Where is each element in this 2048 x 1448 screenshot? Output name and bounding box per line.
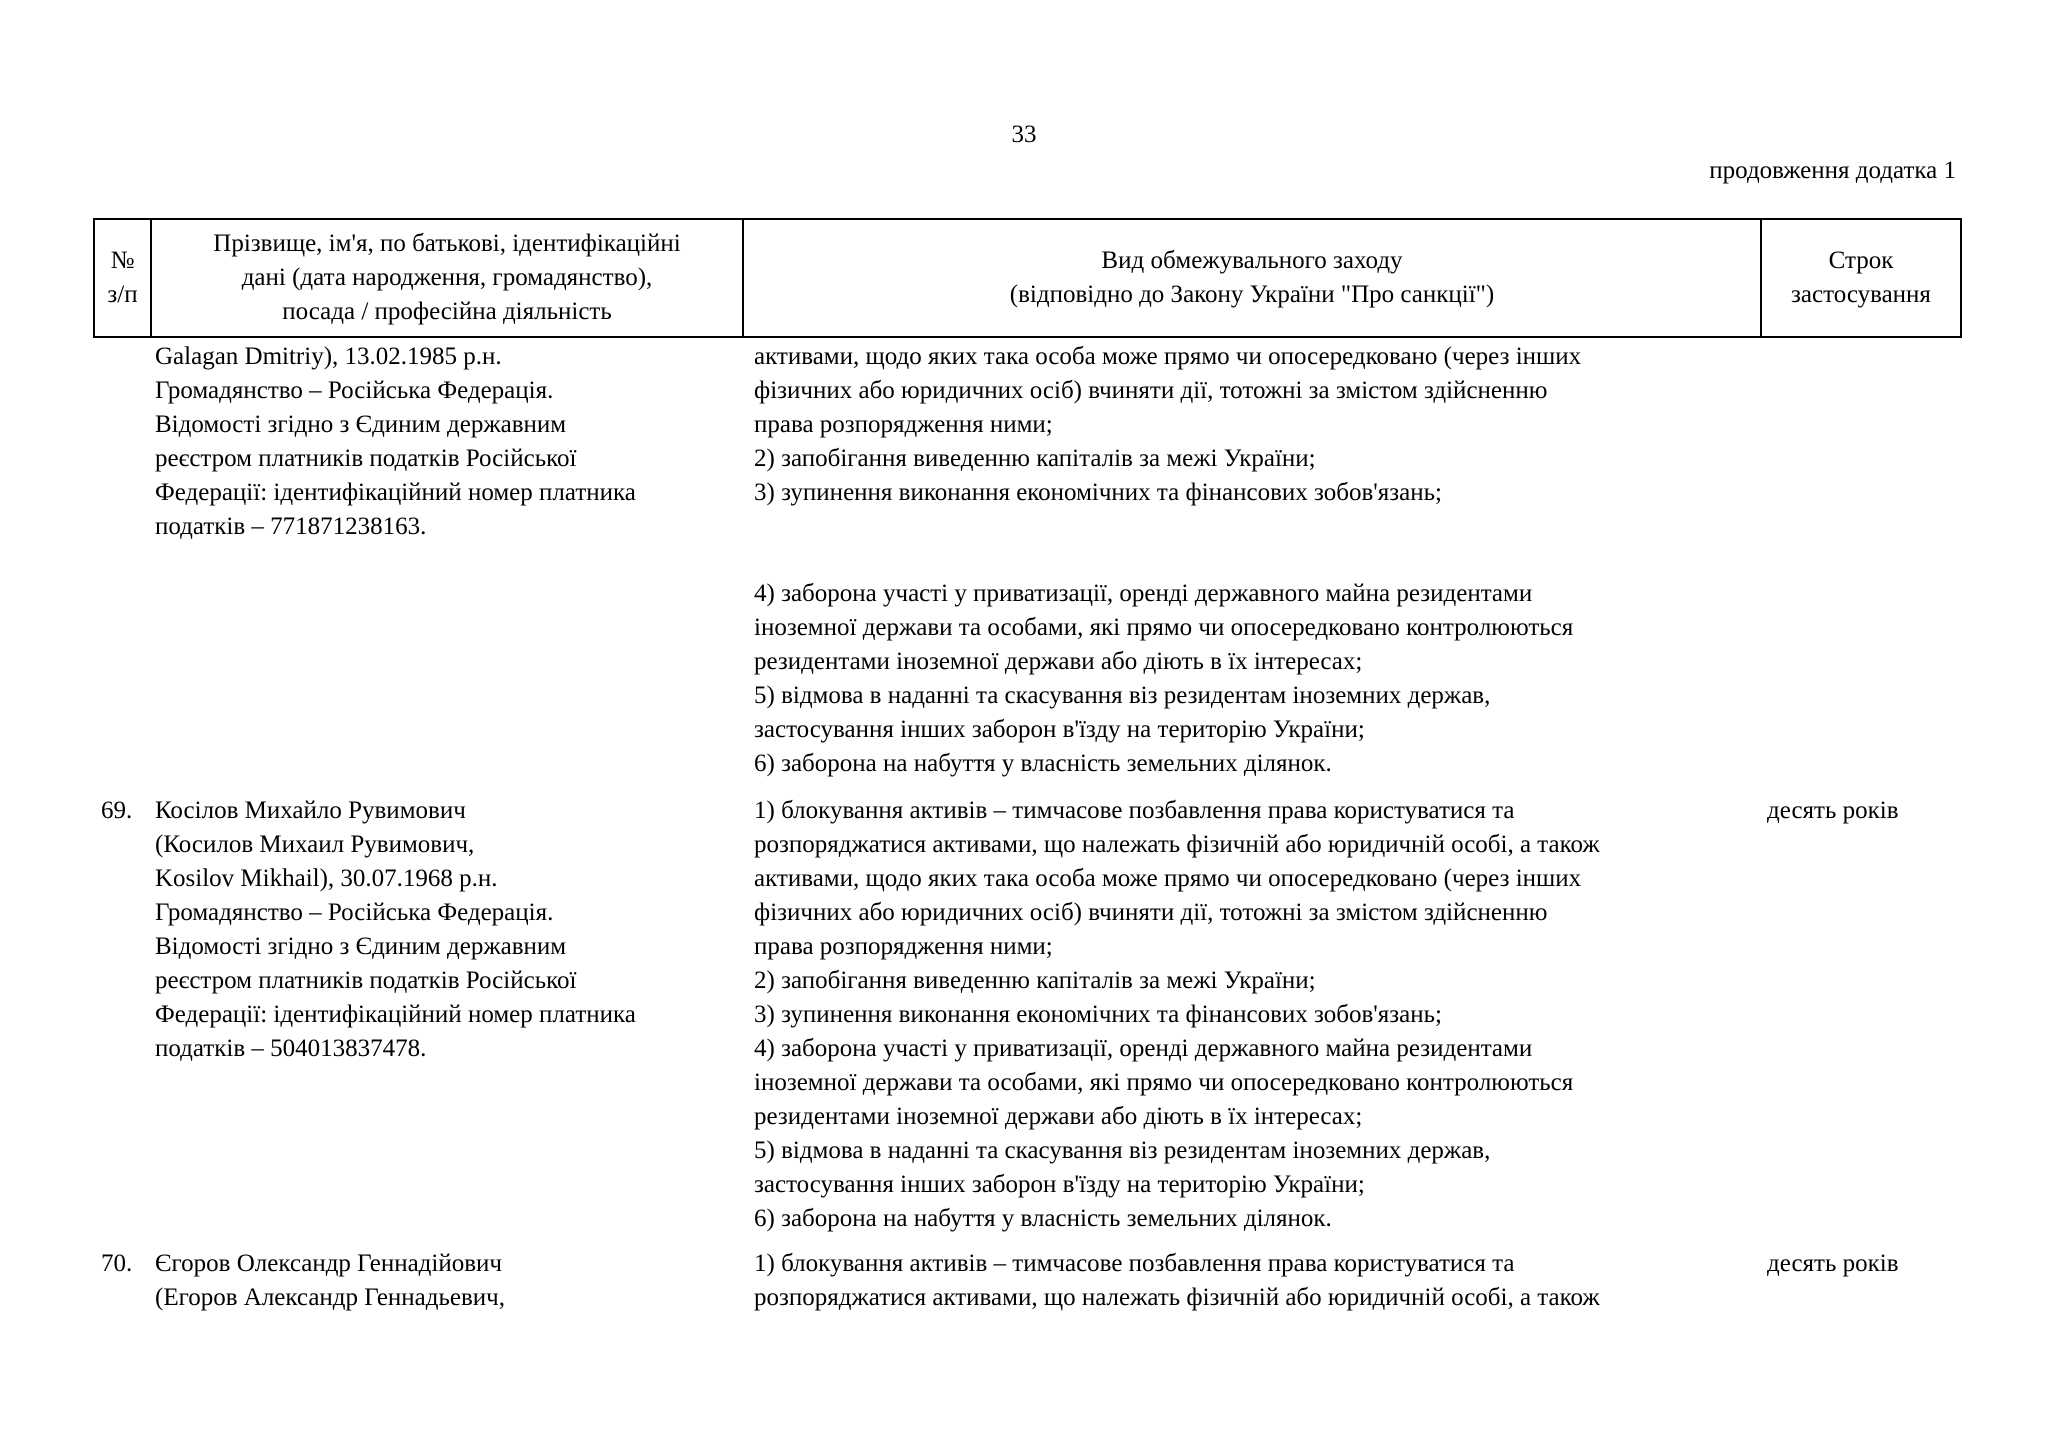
continuation-label: продовження додатка 1 (1709, 157, 1956, 184)
entry-70-measures (754, 1247, 1600, 1315)
text-line: 3) зупинення виконання економічних та фінансових зобов'язань; (754, 479, 1442, 506)
text-line: 6) заборона на набуття у власність земельних ділянок. (754, 1205, 1332, 1232)
text-line: 1) блокування активів – тимчасове позбавлення права користуватися та (754, 1250, 1515, 1277)
cont-entry-name (155, 340, 636, 544)
text-line: реєстром платників податків Російської (155, 445, 577, 472)
header-col-term: Строк застосування (1761, 219, 1961, 337)
header-col-name: Прізвище, ім'я, по батькові, ідентифікаційні дані (дата народження, громадянство), посада / професійна діяльність (151, 219, 743, 337)
text-line: податків – 771871238163. (155, 513, 427, 540)
text-line: Відомості згідно з Єдиним державним (155, 933, 567, 960)
text-line: Єгоров Олександр Геннадійович (155, 1250, 502, 1277)
text-line: застосування інших заборон в'їзду на територію України; (754, 716, 1365, 743)
text-line: 4) заборона участі у приватизації, оренді державного майна резидентами (754, 1035, 1533, 1062)
entry-69-number: 69. (101, 797, 133, 824)
table-header (93, 218, 1962, 338)
text-line: фізичних або юридичних осіб) вчиняти дії, тотожні за змістом здійсненню (754, 899, 1548, 926)
text-line: розпоряджатися активами, що належать фізичній або юридичній особі, а також (754, 1284, 1600, 1311)
text-line: (Косилов Михаил Рувимович, (155, 831, 475, 858)
entry-69-term: десять років (1767, 797, 1899, 824)
text-line: Відомості згідно з Єдиним державним (155, 411, 567, 438)
text-line: 1) блокування активів – тимчасове позбавлення права користуватися та (754, 797, 1515, 824)
text-line: активами, щодо яких така особа може прямо чи опосередковано (через інших (754, 865, 1582, 892)
text-line: 6) заборона на набуття у власність земельних ділянок. (754, 750, 1332, 777)
text-line: податків – 504013837478. (155, 1035, 427, 1062)
text-line: Громадянство – Російська Федерація. (155, 899, 554, 926)
text-line: 4) заборона участі у приватизації, оренді державного майна резидентами (754, 580, 1533, 607)
text-line: 2) запобігання виведенню капіталів за межі України; (754, 445, 1316, 472)
text-line: Федерації: ідентифікаційний номер платника (155, 1001, 636, 1028)
text-line: застосування інших заборон в'їзду на територію України; (754, 1171, 1365, 1198)
text-line: іноземної держави та особами, які прямо чи опосередковано контролюються (754, 614, 1574, 641)
text-line: Громадянство – Російська Федерація. (155, 377, 554, 404)
cont-entry-measures-b (754, 577, 1573, 781)
text-line: (Егоров Александр Геннадьевич, (155, 1284, 505, 1311)
text-line: іноземної держави та особами, які прямо чи опосередковано контролюються (754, 1069, 1574, 1096)
entry-69-measures (754, 794, 1600, 1236)
text-line: Косілов Михайло Рувимович (155, 797, 466, 824)
entry-69-name (155, 794, 636, 1066)
entry-70-number: 70. (101, 1250, 133, 1277)
text-line: резидентами іноземної держави або діють в їх інтересах; (754, 1103, 1363, 1130)
cont-entry-measures-a (754, 340, 1581, 510)
page-number: 33 (1011, 121, 1037, 148)
text-line: резидентами іноземної держави або діють в їх інтересах; (754, 648, 1363, 675)
text-line: 5) відмова в наданні та скасування віз резидентам іноземних держав, (754, 682, 1491, 709)
text-line: активами, щодо яких така особа може прямо чи опосередковано (через інших (754, 343, 1582, 370)
text-line: права розпорядження ними; (754, 411, 1053, 438)
text-line: розпоряджатися активами, що належать фізичній або юридичній особі, а також (754, 831, 1600, 858)
header-col-measure: Вид обмежувального заходу (відповідно до Закону України "Про санкції") (743, 219, 1761, 337)
entry-70-name (155, 1247, 505, 1315)
text-line: 2) запобігання виведенню капіталів за межі України; (754, 967, 1316, 994)
text-line: Федерації: ідентифікаційний номер платника (155, 479, 636, 506)
text-line: фізичних або юридичних осіб) вчиняти дії, тотожні за змістом здійсненню (754, 377, 1548, 404)
text-line: Kosilov Mikhail), 30.07.1968 р.н. (155, 865, 498, 892)
text-line: Galagan Dmitriy), 13.02.1985 р.н. (155, 343, 502, 370)
text-line: права розпорядження ними; (754, 933, 1053, 960)
header-col-number: № з/п (94, 219, 151, 337)
entry-70-term: десять років (1767, 1250, 1899, 1277)
text-line: 5) відмова в наданні та скасування віз резидентам іноземних держав, (754, 1137, 1491, 1164)
text-line: реєстром платників податків Російської (155, 967, 577, 994)
text-line: 3) зупинення виконання економічних та фінансових зобов'язань; (754, 1001, 1442, 1028)
